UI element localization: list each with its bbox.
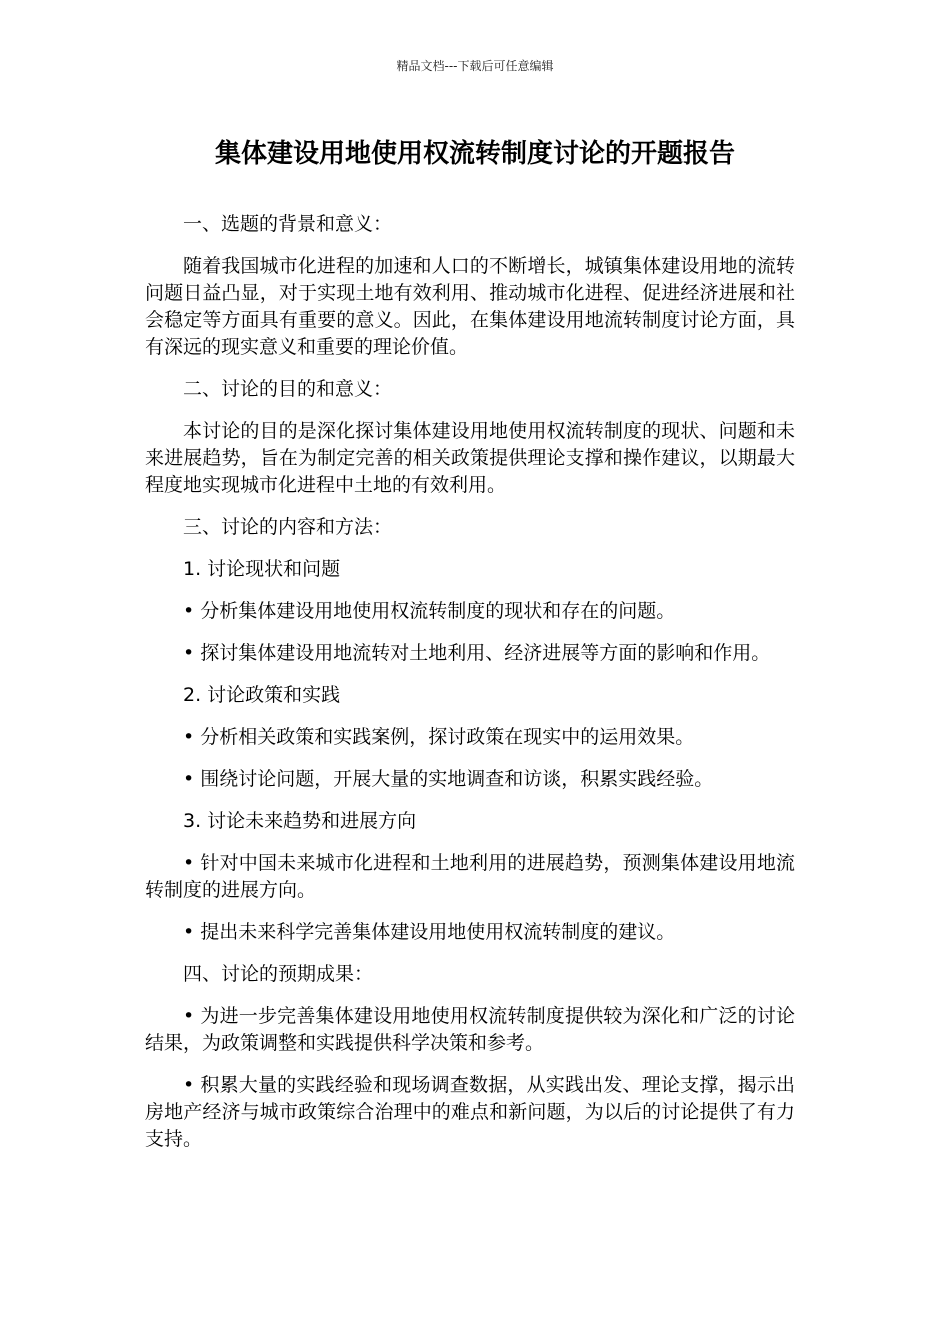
- subheading-future-trends: 3. 讨论未来趋势和进展方向: [183, 810, 417, 832]
- list-item: • 针对中国未来城市化进程和土地利用的进展趋势，预测集体建设用地流转制度的进展方向。: [145, 852, 795, 901]
- list-item: • 分析相关政策和实践案例，探讨政策在现实中的运用效果。: [183, 726, 695, 748]
- list-item: • 提出未来科学完善集体建设用地使用权流转制度的建议。: [183, 921, 676, 943]
- list-item: • 围绕讨论问题，开展大量的实地调查和访谈，积累实践经验。: [183, 768, 714, 790]
- section-heading-content-method: 三、讨论的内容和方法：: [183, 516, 393, 538]
- section-heading-expected-results: 四、讨论的预期成果：: [183, 963, 374, 985]
- list-item: • 为进一步完善集体建设用地使用权流转制度提供较为深化和广泛的讨论结果，为政策调整和实践提供科学决策和参考。: [145, 1005, 795, 1054]
- section-heading-purpose: 二、讨论的目的和意义：: [183, 378, 393, 400]
- header-note: 精品文档---下载后可任意编辑: [396, 59, 554, 73]
- document-body: [145, 211, 795, 1168]
- list-item: • 分析集体建设用地使用权流转制度的现状和存在的问题。: [183, 600, 676, 622]
- paragraph-background: 随着我国城市化进程的加速和人口的不断增长，城镇集体建设用地的流转问题日益凸显，对于实现土地有效利用、推动城市化进程、促进经济进展和社会稳定等方面具有重要的意义。因此，在集体建设用地流转制度讨论方面，具有深远的现实意义和重要的理论价值。: [145, 255, 795, 358]
- section-heading-background: 一、选题的背景和意义：: [183, 213, 393, 235]
- paragraph-purpose: 本讨论的目的是深化探讨集体建设用地使用权流转制度的现状、问题和未来进展趋势，旨在为制定完善的相关政策提供理论支撑和操作建议，以期最大程度地实现城市化进程中土地的有效利用。: [145, 420, 795, 496]
- subheading-policy-practice: 2. 讨论政策和实践: [183, 684, 341, 706]
- subheading-status-problems: 1. 讨论现状和问题: [183, 558, 341, 580]
- document-title: 集体建设用地使用权流转制度讨论的开题报告: [214, 139, 735, 169]
- list-item: • 探讨集体建设用地流转对土地利用、经济进展等方面的影响和作用。: [183, 642, 771, 664]
- list-item: • 积累大量的实践经验和现场调查数据，从实践出发、理论支撑，揭示出房地产经济与城市政策综合治理中的难点和新问题，为以后的讨论提供了有力支持。: [145, 1074, 795, 1150]
